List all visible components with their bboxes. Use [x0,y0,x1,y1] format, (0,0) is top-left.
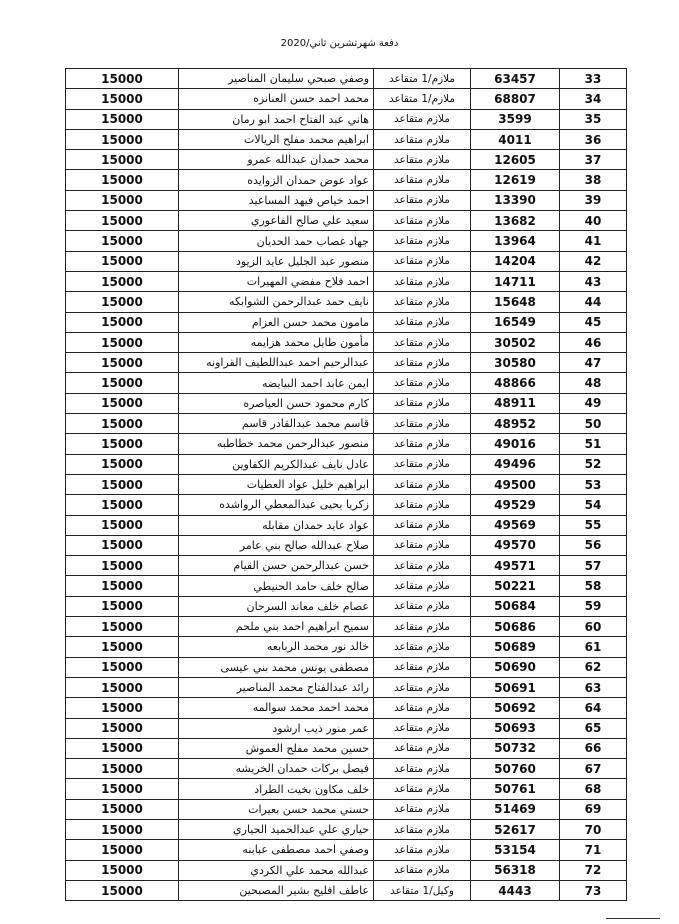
cell-military-number: 13390 [471,190,560,210]
table-row [66,69,627,89]
cell-military-number: 50693 [471,718,560,738]
cell-amount: 15000 [66,251,179,271]
cell-row-number: 34 [560,89,627,109]
table-row [66,738,627,758]
cell-amount: 15000 [66,556,179,576]
cell-rank: ملازم متقاعد [374,393,471,413]
cell-full-name: حياري علي عبدالحميد الحياري [179,819,374,839]
table-row [66,556,627,576]
table-row [66,698,627,718]
cell-full-name: منصور عبدالرحمن محمد خطاطبه [179,434,374,454]
table-row [66,271,627,291]
cell-full-name: عمر منور ذيب ارشود [179,718,374,738]
document-title: دفعة شهرتشرين ثاني/2020 [280,38,399,49]
cell-amount: 15000 [66,109,179,129]
cell-rank: ملازم متقاعد [374,759,471,779]
payment-table [65,68,627,901]
table-row [66,251,627,271]
cell-row-number: 49 [560,393,627,413]
cell-military-number: 13682 [471,211,560,231]
table-body [66,69,627,901]
cell-full-name: احمد خياص فيهد المساعيد [179,190,374,210]
cell-rank: ملازم متقاعد [374,211,471,231]
cell-military-number: 50684 [471,596,560,616]
cell-row-number: 72 [560,860,627,880]
cell-row-number: 70 [560,819,627,839]
cell-rank: ملازم متقاعد [374,150,471,170]
cell-full-name: نايف حمد عبدالرحمن الشوابكه [179,292,374,312]
cell-row-number: 62 [560,657,627,677]
table-row [66,799,627,819]
table-row [66,576,627,596]
cell-amount: 15000 [66,698,179,718]
cell-amount: 15000 [66,393,179,413]
cell-full-name: عبدالله محمد علي الكردي [179,860,374,880]
cell-rank: ملازم متقاعد [374,637,471,657]
cell-full-name: خلف مكاون بخيت الطراد [179,779,374,799]
cell-rank: ملازم متقاعد [374,373,471,393]
cell-military-number: 49500 [471,474,560,494]
table-row [66,657,627,677]
cell-amount: 15000 [66,819,179,839]
cell-amount: 15000 [66,231,179,251]
cell-amount: 15000 [66,414,179,434]
table-row [66,353,627,373]
cell-full-name: محمد حمدان عبدالله عمرو [179,150,374,170]
table-row [66,840,627,860]
table-row [66,434,627,454]
cell-amount: 15000 [66,840,179,860]
cell-amount: 15000 [66,799,179,819]
cell-amount: 15000 [66,373,179,393]
cell-row-number: 35 [560,109,627,129]
cell-rank: ملازم متقاعد [374,353,471,373]
cell-military-number: 4011 [471,129,560,149]
cell-rank: ملازم متقاعد [374,718,471,738]
cell-row-number: 69 [560,799,627,819]
cell-row-number: 41 [560,231,627,251]
cell-rank: ملازم متقاعد [374,576,471,596]
cell-rank: ملازم متقاعد [374,495,471,515]
cell-rank: ملازم متقاعد [374,190,471,210]
cell-rank: ملازم متقاعد [374,515,471,535]
cell-row-number: 54 [560,495,627,515]
cell-full-name: منصور عبد الجليل عايد الزيود [179,251,374,271]
cell-rank: ملازم متقاعد [374,251,471,271]
cell-military-number: 49571 [471,556,560,576]
cell-row-number: 38 [560,170,627,190]
cell-rank: ملازم/1 متقاعد [374,89,471,109]
cell-military-number: 15648 [471,292,560,312]
cell-rank: ملازم متقاعد [374,292,471,312]
cell-row-number: 48 [560,373,627,393]
table-row [66,819,627,839]
cell-amount: 15000 [66,292,179,312]
cell-full-name: قاسم محمد عبدالقادر قاسم [179,414,374,434]
cell-military-number: 51469 [471,799,560,819]
cell-full-name: عواد عوض حمدان الزوايده [179,170,374,190]
cell-amount: 15000 [66,718,179,738]
table-row [66,373,627,393]
cell-row-number: 56 [560,535,627,555]
cell-military-number: 48866 [471,373,560,393]
cell-amount: 15000 [66,637,179,657]
cell-rank: ملازم متقاعد [374,434,471,454]
cell-amount: 15000 [66,880,179,900]
cell-row-number: 64 [560,698,627,718]
cell-row-number: 58 [560,576,627,596]
table-row [66,292,627,312]
table-row [66,860,627,880]
cell-military-number: 14204 [471,251,560,271]
cell-amount: 15000 [66,190,179,210]
cell-amount: 15000 [66,515,179,535]
cell-amount: 15000 [66,860,179,880]
cell-rank: ملازم متقاعد [374,677,471,697]
table-row [66,474,627,494]
cell-full-name: عبدالرحيم احمد عبداللطيف القراونه [179,353,374,373]
cell-row-number: 68 [560,779,627,799]
cell-military-number: 49016 [471,434,560,454]
cell-rank: ملازم متقاعد [374,474,471,494]
table-row [66,150,627,170]
cell-row-number: 53 [560,474,627,494]
cell-full-name: سميح ابراهيم احمد بني ملحم [179,617,374,637]
cell-military-number: 12619 [471,170,560,190]
cell-military-number: 56318 [471,860,560,880]
cell-full-name: محمد احمد محمد سوالمه [179,698,374,718]
cell-full-name: وصفي احمد مصطفى عبابنه [179,840,374,860]
cell-amount: 15000 [66,353,179,373]
cell-full-name: حسين محمد مفلح العموش [179,738,374,758]
cell-rank: ملازم متقاعد [374,170,471,190]
cell-rank: ملازم متقاعد [374,271,471,291]
cell-row-number: 47 [560,353,627,373]
cell-military-number: 50686 [471,617,560,637]
cell-rank: ملازم متقاعد [374,657,471,677]
cell-full-name: صالح خلف حامد الحنيطي [179,576,374,596]
cell-row-number: 46 [560,332,627,352]
cell-full-name: سعيد علي صالح الفاعوري [179,211,374,231]
table-row [66,312,627,332]
cell-military-number: 50221 [471,576,560,596]
cell-amount: 15000 [66,576,179,596]
cell-full-name: صلاح عبدالله صالح بني عامر [179,535,374,555]
cell-full-name: مامون محمد حسن العزام [179,312,374,332]
cell-full-name: هاني عبد الفتاح احمد ابو رمان [179,109,374,129]
cell-row-number: 63 [560,677,627,697]
cell-military-number: 48911 [471,393,560,413]
cell-full-name: حسني محمد حسن بعيرات [179,799,374,819]
cell-rank: ملازم متقاعد [374,109,471,129]
table-row [66,190,627,210]
cell-military-number: 50692 [471,698,560,718]
cell-amount: 15000 [66,150,179,170]
cell-military-number: 68807 [471,89,560,109]
cell-rank: ملازم متقاعد [374,698,471,718]
cell-row-number: 50 [560,414,627,434]
cell-row-number: 36 [560,129,627,149]
cell-row-number: 43 [560,271,627,291]
table-row [66,596,627,616]
cell-full-name: مأمون طايل محمد هزايمه [179,332,374,352]
table-row [66,129,627,149]
cell-military-number: 30502 [471,332,560,352]
cell-full-name: رائد عبدالفتاح محمد المناصير [179,677,374,697]
cell-military-number: 49529 [471,495,560,515]
cell-row-number: 61 [560,637,627,657]
cell-full-name: كارم محمود حسن العياصره [179,393,374,413]
cell-amount: 15000 [66,211,179,231]
cell-rank: ملازم متقاعد [374,738,471,758]
cell-full-name: عادل نايف عبدالكريم الكفاوين [179,454,374,474]
cell-rank: ملازم متقاعد [374,454,471,474]
cell-full-name: احمد فلاح مفضي المهيرات [179,271,374,291]
cell-amount: 15000 [66,434,179,454]
cell-military-number: 4443 [471,880,560,900]
cell-amount: 15000 [66,677,179,697]
cell-full-name: مصطفى يونس محمد بني عيسى [179,657,374,677]
cell-military-number: 50732 [471,738,560,758]
cell-military-number: 13964 [471,231,560,251]
table-row [66,89,627,109]
cell-military-number: 50761 [471,779,560,799]
cell-rank: ملازم متقاعد [374,779,471,799]
table-row [66,454,627,474]
table-row [66,109,627,129]
table-row [66,718,627,738]
cell-row-number: 40 [560,211,627,231]
cell-rank: ملازم متقاعد [374,840,471,860]
cell-row-number: 60 [560,617,627,637]
cell-amount: 15000 [66,474,179,494]
cell-rank: وكيل/1 متقاعد [374,880,471,900]
cell-row-number: 71 [560,840,627,860]
footer-rule [606,918,660,919]
cell-rank: ملازم متقاعد [374,332,471,352]
cell-amount: 15000 [66,657,179,677]
table-row [66,637,627,657]
cell-military-number: 49569 [471,515,560,535]
cell-row-number: 51 [560,434,627,454]
cell-full-name: عاطف افليح بشير المصبحين [179,880,374,900]
cell-rank: ملازم/1 متقاعد [374,69,471,89]
cell-full-name: وصفي صبحي سليمان المناصير [179,69,374,89]
cell-amount: 15000 [66,779,179,799]
cell-row-number: 67 [560,759,627,779]
cell-full-name: فيصل بركات حمدان الخريشه [179,759,374,779]
cell-amount: 15000 [66,454,179,474]
cell-rank: ملازم متقاعد [374,819,471,839]
cell-rank: ملازم متقاعد [374,312,471,332]
cell-amount: 15000 [66,129,179,149]
cell-military-number: 48952 [471,414,560,434]
cell-amount: 15000 [66,495,179,515]
table-row [66,231,627,251]
cell-row-number: 65 [560,718,627,738]
cell-full-name: حسن عبدالرحمن حسن القيام [179,556,374,576]
table-row [66,880,627,900]
cell-military-number: 30580 [471,353,560,373]
cell-row-number: 55 [560,515,627,535]
cell-full-name: عواد عايد حمدان مقابله [179,515,374,535]
table-row [66,393,627,413]
cell-amount: 15000 [66,738,179,758]
cell-military-number: 50689 [471,637,560,657]
cell-military-number: 50690 [471,657,560,677]
table-row [66,515,627,535]
cell-row-number: 39 [560,190,627,210]
cell-military-number: 53154 [471,840,560,860]
cell-full-name: محمد احمد حسن العنانزه [179,89,374,109]
cell-row-number: 59 [560,596,627,616]
cell-rank: ملازم متقاعد [374,556,471,576]
cell-military-number: 63457 [471,69,560,89]
cell-row-number: 66 [560,738,627,758]
cell-row-number: 45 [560,312,627,332]
cell-row-number: 52 [560,454,627,474]
cell-full-name: عصام خلف معاند السرحان [179,596,374,616]
cell-row-number: 42 [560,251,627,271]
table-row [66,617,627,637]
cell-military-number: 16549 [471,312,560,332]
cell-rank: ملازم متقاعد [374,231,471,251]
cell-military-number: 49496 [471,454,560,474]
cell-military-number: 50691 [471,677,560,697]
cell-full-name: جهاد غصاب حمد الحديان [179,231,374,251]
cell-full-name: ايمن عابد احمد البيايضه [179,373,374,393]
cell-military-number: 14711 [471,271,560,291]
table-row [66,414,627,434]
cell-full-name: زكريا يحيى عبدالمعطي الرواشده [179,495,374,515]
table-row [66,759,627,779]
table-row [66,332,627,352]
cell-military-number: 3599 [471,109,560,129]
cell-military-number: 12605 [471,150,560,170]
cell-military-number: 52617 [471,819,560,839]
cell-amount: 15000 [66,535,179,555]
table-row [66,170,627,190]
cell-rank: ملازم متقاعد [374,860,471,880]
cell-amount: 15000 [66,332,179,352]
cell-amount: 15000 [66,596,179,616]
table-row [66,211,627,231]
cell-rank: ملازم متقاعد [374,414,471,434]
cell-amount: 15000 [66,69,179,89]
cell-row-number: 73 [560,880,627,900]
table-row [66,677,627,697]
cell-rank: ملازم متقاعد [374,129,471,149]
cell-full-name: ابراهيم خليل عواد العطيات [179,474,374,494]
cell-row-number: 33 [560,69,627,89]
cell-amount: 15000 [66,271,179,291]
cell-row-number: 37 [560,150,627,170]
cell-full-name: ابراهيم محمد مفلح الريالات [179,129,374,149]
table-row [66,495,627,515]
cell-row-number: 44 [560,292,627,312]
cell-amount: 15000 [66,89,179,109]
cell-full-name: خالد نور محمد الربابعه [179,637,374,657]
cell-military-number: 50760 [471,759,560,779]
cell-military-number: 49570 [471,535,560,555]
cell-amount: 15000 [66,170,179,190]
cell-rank: ملازم متقاعد [374,617,471,637]
cell-amount: 15000 [66,759,179,779]
cell-rank: ملازم متقاعد [374,596,471,616]
cell-amount: 15000 [66,617,179,637]
cell-row-number: 57 [560,556,627,576]
table-row [66,535,627,555]
table-row [66,779,627,799]
cell-amount: 15000 [66,312,179,332]
cell-rank: ملازم متقاعد [374,799,471,819]
cell-rank: ملازم متقاعد [374,535,471,555]
